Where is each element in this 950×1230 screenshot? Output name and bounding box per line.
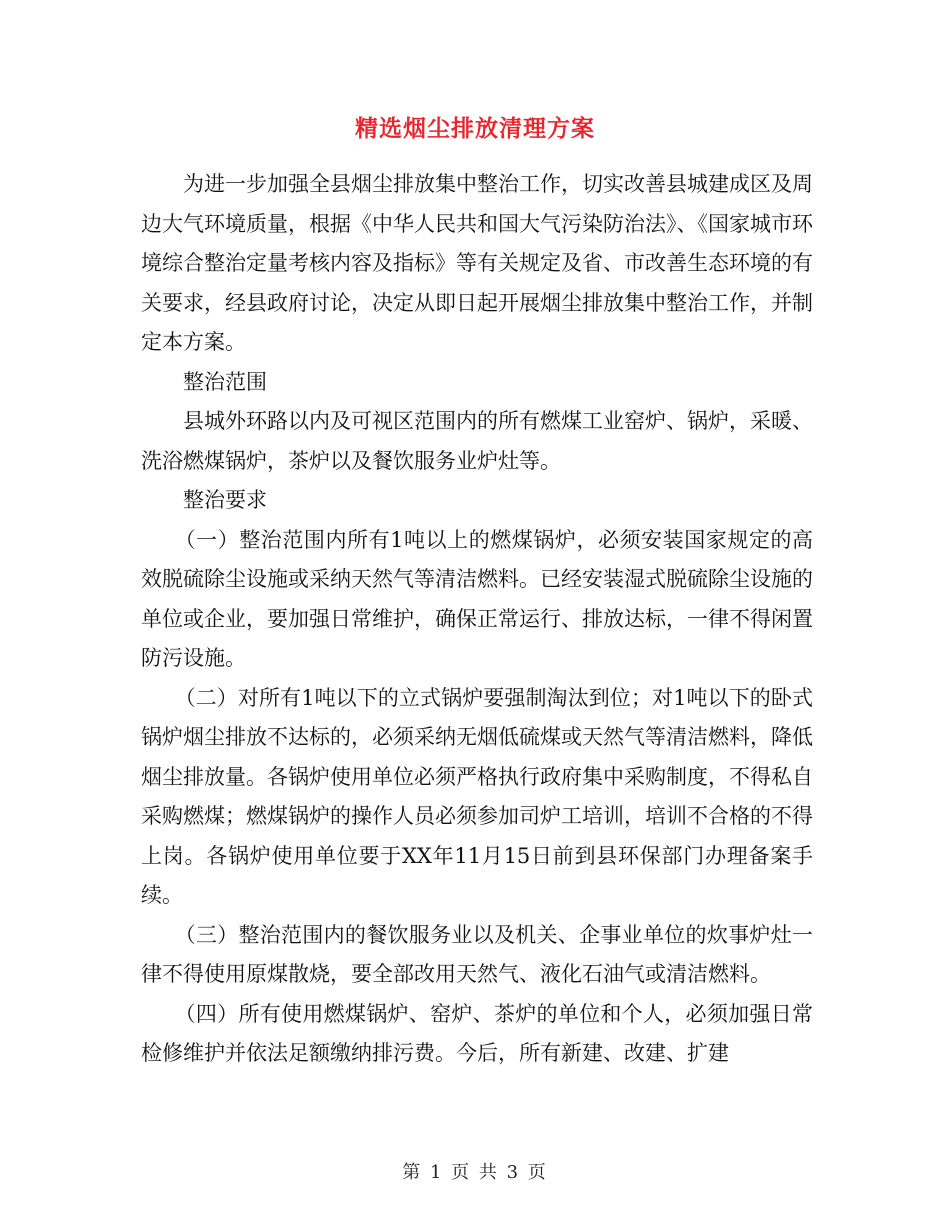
page-number-footer: 第 1 页 共 3 页: [402, 1162, 548, 1183]
requirement-item-4: （四）所有使用燃煤锅炉、窑炉、茶炉的单位和个人，必须加强日常检修维护并依法足额缴纳排污费。今后，所有新建、改建、扩建: [141, 1001, 813, 1065]
scope-paragraph: 县城外环路以内及可视区范围内的所有燃煤工业窑炉、锅炉，采暖、洗浴燃煤锅炉，茶炉以及餐饮服务业炉灶等。: [141, 409, 813, 473]
section-heading-requirements: 整治要求: [183, 488, 267, 512]
requirement-item-3: （三）整治范围内的餐饮服务业以及机关、企事业单位的炊事炉灶一律不得使用原煤散烧，要全部改用天然气、液化石油气或清洁燃料。: [141, 922, 813, 986]
document-title: 精选烟尘排放清理方案: [355, 116, 595, 142]
requirement-item-1: （一）整治范围内所有1吨以上的燃煤锅炉，必须安装国家规定的高效脱硫除尘设施或采纳天然气等清洁燃料。已经安装湿式脱硫除尘设施的单位或企业，要加强日常维护，确保正常运行、排放达标，一律不得闲置防污设施。: [141, 527, 813, 670]
requirement-item-2: （二）对所有1吨以下的立式锅炉要强制淘汰到位；对1吨以下的卧式锅炉烟尘排放不达标的，必须采纳无烟低硫煤或天然气等清洁燃料，降低烟尘排放量。各锅炉使用单位必须严格执行政府集中采购制度，不得私自采购燃煤；燃煤锅炉的操作人员必须参加司炉工培训，培训不合格的不得上岗。各锅炉使用单位要于XX年11月15日前到县环保部门办理备案手续。: [141, 685, 813, 907]
document-body: [141, 165, 813, 1074]
intro-paragraph: 为进一步加强全县烟尘排放集中整治工作，切实改善县城建成区及周边大气环境质量，根据《中华人民共和国大气污染防治法》、《国家城市环境综合整治定量考核内容及指标》等有关规定及省、市改善生态环境的有关要求，经县政府讨论，决定从即日起开展烟尘排放集中整治工作，并制定本方案。: [141, 172, 813, 354]
section-heading-scope: 整治范围: [183, 369, 267, 394]
